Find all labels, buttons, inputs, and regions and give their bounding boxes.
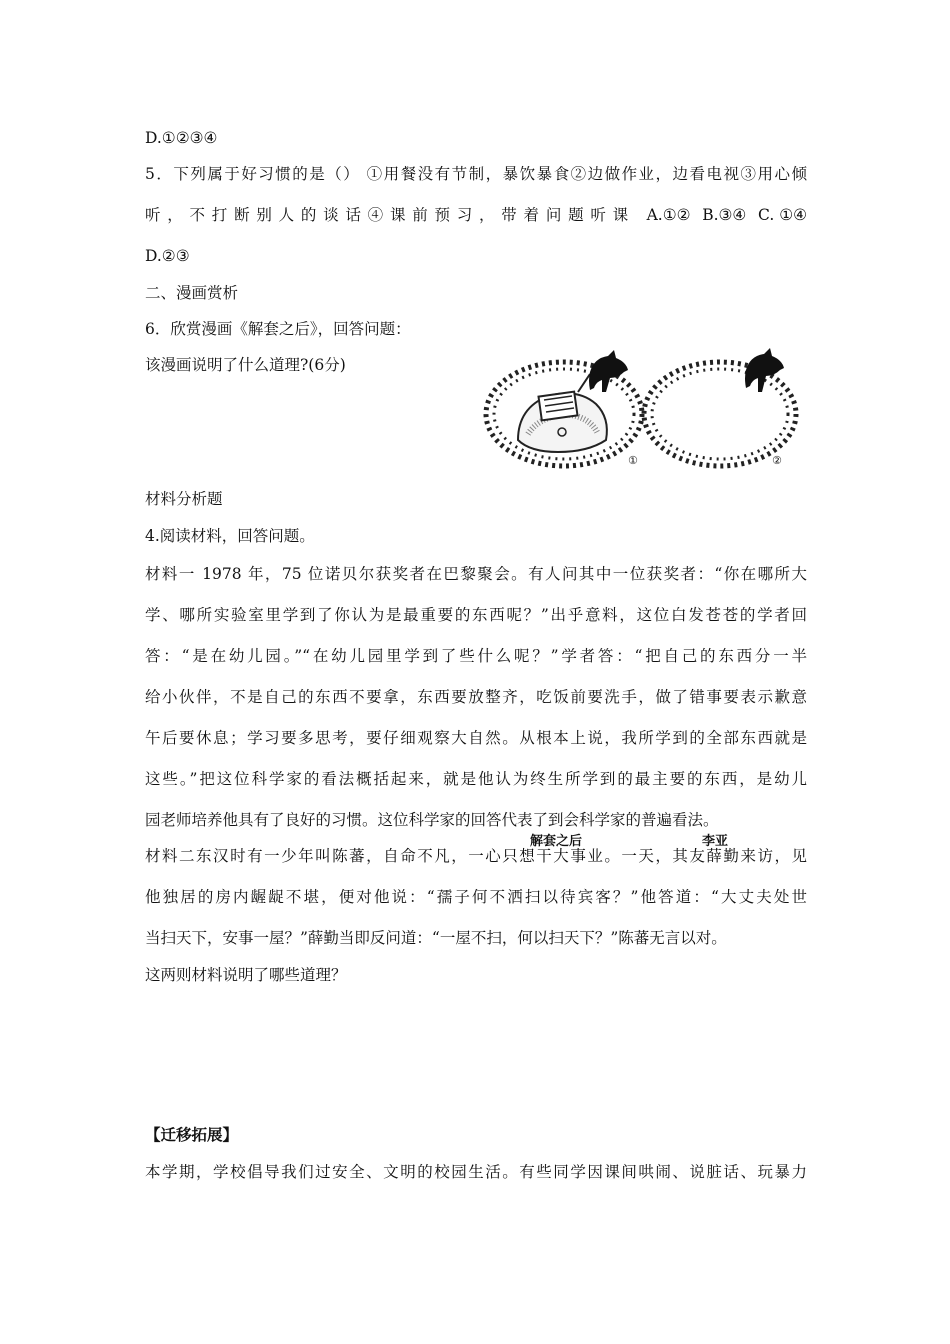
q4b-question: 这两则材料说明了哪些道理？ <box>145 966 347 984</box>
q5-option-a: A.①② <box>646 206 691 224</box>
material1-line: 学、哪所实验室里学到了你认为是最重要的东西呢？”出乎意料，这位白发苍苍的学者回 <box>145 606 807 624</box>
material1-line: 园老师培养他具有了良好的习惯。这位科学家的回答代表了到会科学家的普遍看法。 <box>145 811 719 829</box>
q5-option-c: C. ①④ <box>758 206 807 224</box>
comic-illustration <box>478 348 814 849</box>
q5-option-b: B.③④ <box>702 206 747 224</box>
q5-stem-line2-text: 听，不打断别人的谈话④课前预习，带着问题听课 <box>145 206 635 224</box>
material2-line: 当扫天下，安事一屋？”薛勤当即反问道：“一屋不扫，何以扫天下？”陈蕃无言以对。 <box>145 929 727 947</box>
extension-line1: 本学期，学校倡导我们过安全、文明的校园生活。有些同学因课间哄闹、说脏话、玩暴力 <box>145 1163 807 1181</box>
q5-option-d: D.②③ <box>145 247 190 265</box>
q6-question: 该漫画说明了什么道理?(6分) <box>145 356 346 374</box>
panel-mark-1: ① <box>628 454 638 467</box>
q4-option-d: D.①②③④ <box>145 129 218 147</box>
extension-title: 【迁移拓展】 <box>145 1125 239 1144</box>
material1-line: 答：“是在幼儿园。”“在幼儿园里学到了些什么呢？”学者答：“把自己的东西分一半 <box>145 647 807 665</box>
q5-stem-line2 <box>145 205 807 225</box>
q6-stem: 6．欣赏漫画《解套之后》，回答问题： <box>145 320 411 338</box>
comic-drawing <box>478 348 814 488</box>
comic-caption-author: 李亚 <box>702 834 729 849</box>
q4b-stem: 4.阅读材料，回答问题。 <box>145 527 315 545</box>
fox-silhouette-1 <box>589 350 628 392</box>
q5-stem-line1: 5．下列属于好习惯的是（） ①用餐没有节制，暴饮暴食②边做作业，边看电视③用心倾 <box>145 165 807 183</box>
fox-silhouette-2 <box>745 348 784 392</box>
comic-caption-title: 解套之后 <box>530 834 583 849</box>
section-title-comic: 二、漫画赏析 <box>145 284 239 302</box>
material1-line: 给小伙伴，不是自己的东西不要拿，东西要放整齐，吃饭前要洗手，做了错事要表示歉意 <box>145 688 807 706</box>
material2-line: 他独居的房内龌龊不堪，便对他说：“孺子何不洒扫以待宾客？”他答道：“大丈夫处世 <box>145 888 807 906</box>
material1-line: 材料一 1978 年，75 位诺贝尔获奖者在巴黎聚会。有人问其中一位获奖者：“你在哪所大 <box>145 565 807 583</box>
section-title-material: 材料分析题 <box>145 490 223 508</box>
material1-line: 午后要休息；学习要多思考，要仔细观察大自然。从根本上说，我所学到的全部东西就是 <box>145 729 807 747</box>
footprint-ring-2-inner <box>652 369 788 459</box>
material1-line: 这些。”把这位科学家的看法概括起来，就是他认为终生所学到的最主要的东西，是幼儿 <box>145 770 807 788</box>
footprint-ring-2 <box>644 362 796 466</box>
material2-line: 材料二东汉时有一少年叫陈蕃，自命不凡，一心只想干大事业。一天，其友薛勤来访，见 <box>145 847 807 865</box>
panel-mark-2: ② <box>772 454 782 467</box>
